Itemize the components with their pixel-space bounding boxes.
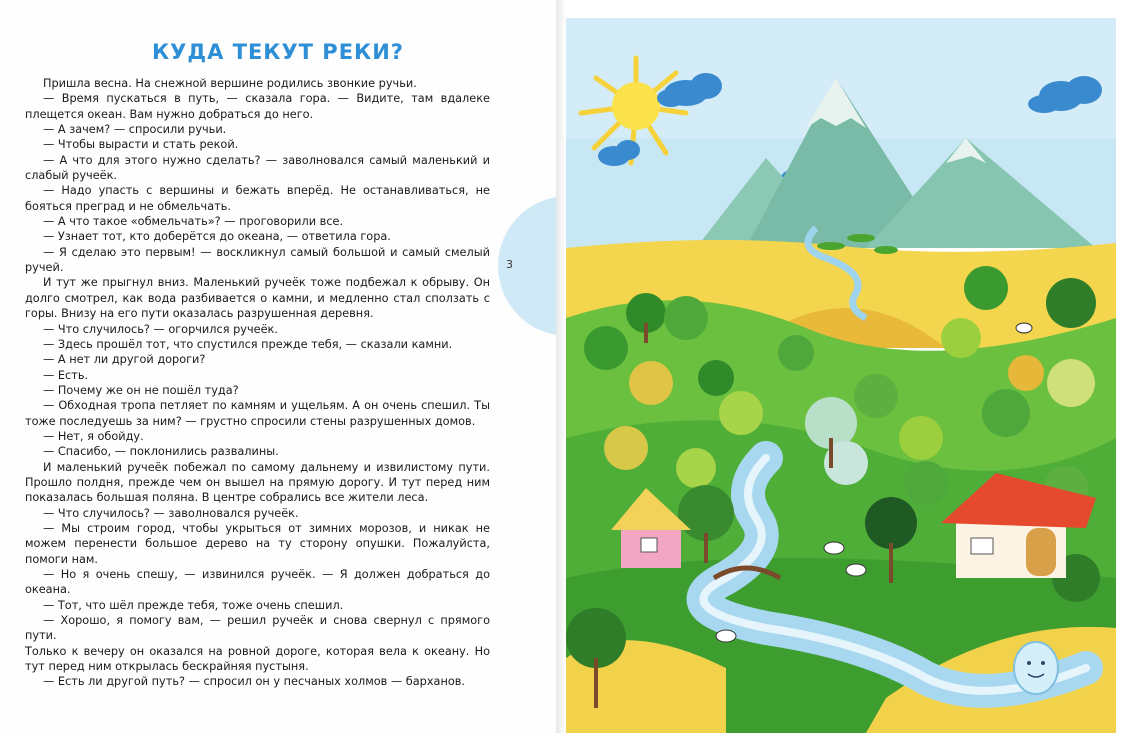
story-title: КУДА ТЕКУТ РЕКИ? <box>152 40 404 64</box>
story-paragraph: — Нет, я обойду. <box>43 429 144 443</box>
story-paragraph: — Обходная тропа петляет по камням и ущельям. А он очень спешил. Ты тоже последуешь за ним? — грустно спросили стены разрушенных домов. <box>25 399 490 428</box>
story-paragraph: — Я сделаю это первым! — воскликнул самый большой и самый смелый ручей. <box>25 245 490 275</box>
story-paragraph: — Есть ли другой путь? — спросил он у песчаных холмов — барханов. <box>43 675 465 689</box>
story-paragraph: — Хорошо, я помогу вам, — решил ручеёк и снова свернул с прямого пути. <box>25 614 490 643</box>
story-paragraph: Только к вечеру он оказался на ровной дороге, которая вела к океану. Но тут перед ним открылась бескрайняя пустыня. <box>25 644 490 674</box>
book-gutter <box>556 0 566 733</box>
story-paragraph: — Есть. <box>43 368 89 382</box>
story-paragraph: — Но я очень спешу, — извинился ручеёк. — Я должен добраться до океана. <box>25 568 490 597</box>
story-paragraph: — Тот, что шёл прежде тебя, тоже очень спешил. <box>43 598 344 612</box>
story-paragraph: И маленький ручеёк побежал по самому дальнему и извилистому пути. Прошло полдня, прежде чем он вышел на прямую дорогу. И тут перед ним показалась большая поляна. В центре собрались все жители леса. <box>25 460 490 505</box>
story-paragraph: — А что для этого нужно сделать? — заволновался самый маленький и слабый ручеёк. <box>25 153 490 183</box>
story-paragraph: — Чтобы вырасти и стать рекой. <box>43 138 239 152</box>
story-paragraph: — Узнает тот, кто доберётся до океана, — ответила гора. <box>43 230 391 244</box>
page-number: 3 <box>506 258 513 271</box>
river-spirit <box>1014 642 1058 694</box>
story-paragraph: — Что случилось? — огорчился ручеёк. <box>43 322 278 336</box>
left-page <box>0 0 556 733</box>
river-landscape-illustration <box>566 18 1116 733</box>
story-paragraph: — Время пускаться в путь, — сказала гора. — Видите, там вдалеке плещется океан. Вам нужно добраться до него. <box>25 92 490 121</box>
story-paragraph: — Что случилось? — заволновался ручеёк. <box>43 506 299 520</box>
story-paragraph: — Здесь прошёл тот, что спустился прежде тебя, — сказали камни. <box>43 337 453 351</box>
story-paragraph: — А что такое «обмельчать»? — проговорили все. <box>43 215 344 229</box>
story-paragraph: И тут же прыгнул вниз. Маленький ручеёк тоже подбежал к обрыву. Он долго смотрел, как вода разбивается о камни, и медленно стал сползать с горы. Внизу на его пути оказалась разрушенная деревня. <box>25 276 490 321</box>
story-paragraph: — А нет ли другой дороги? <box>43 353 206 367</box>
right-page <box>566 0 1122 733</box>
story-paragraph: — Надо упасть с вершины и бежать вперёд. Не останавливаться, не бояться преград и не обмельчать. <box>25 184 490 213</box>
story-paragraph: — Спасибо, — поклонились развалины. <box>43 445 279 459</box>
story-paragraph: Пришла весна. На снежной вершине родились звонкие ручьи. <box>43 77 417 90</box>
story-paragraph: — Мы строим город, чтобы укрыться от зимних морозов, и никак не можем перенести большое дерево на ту сторону опушки. Пожалуйста, помоги нам. <box>25 521 490 566</box>
story-text <box>25 76 490 690</box>
story-paragraph: — Почему же он не пошёл туда? <box>43 383 239 397</box>
story-paragraph: — А зачем? — спросили ручьи. <box>43 123 227 137</box>
